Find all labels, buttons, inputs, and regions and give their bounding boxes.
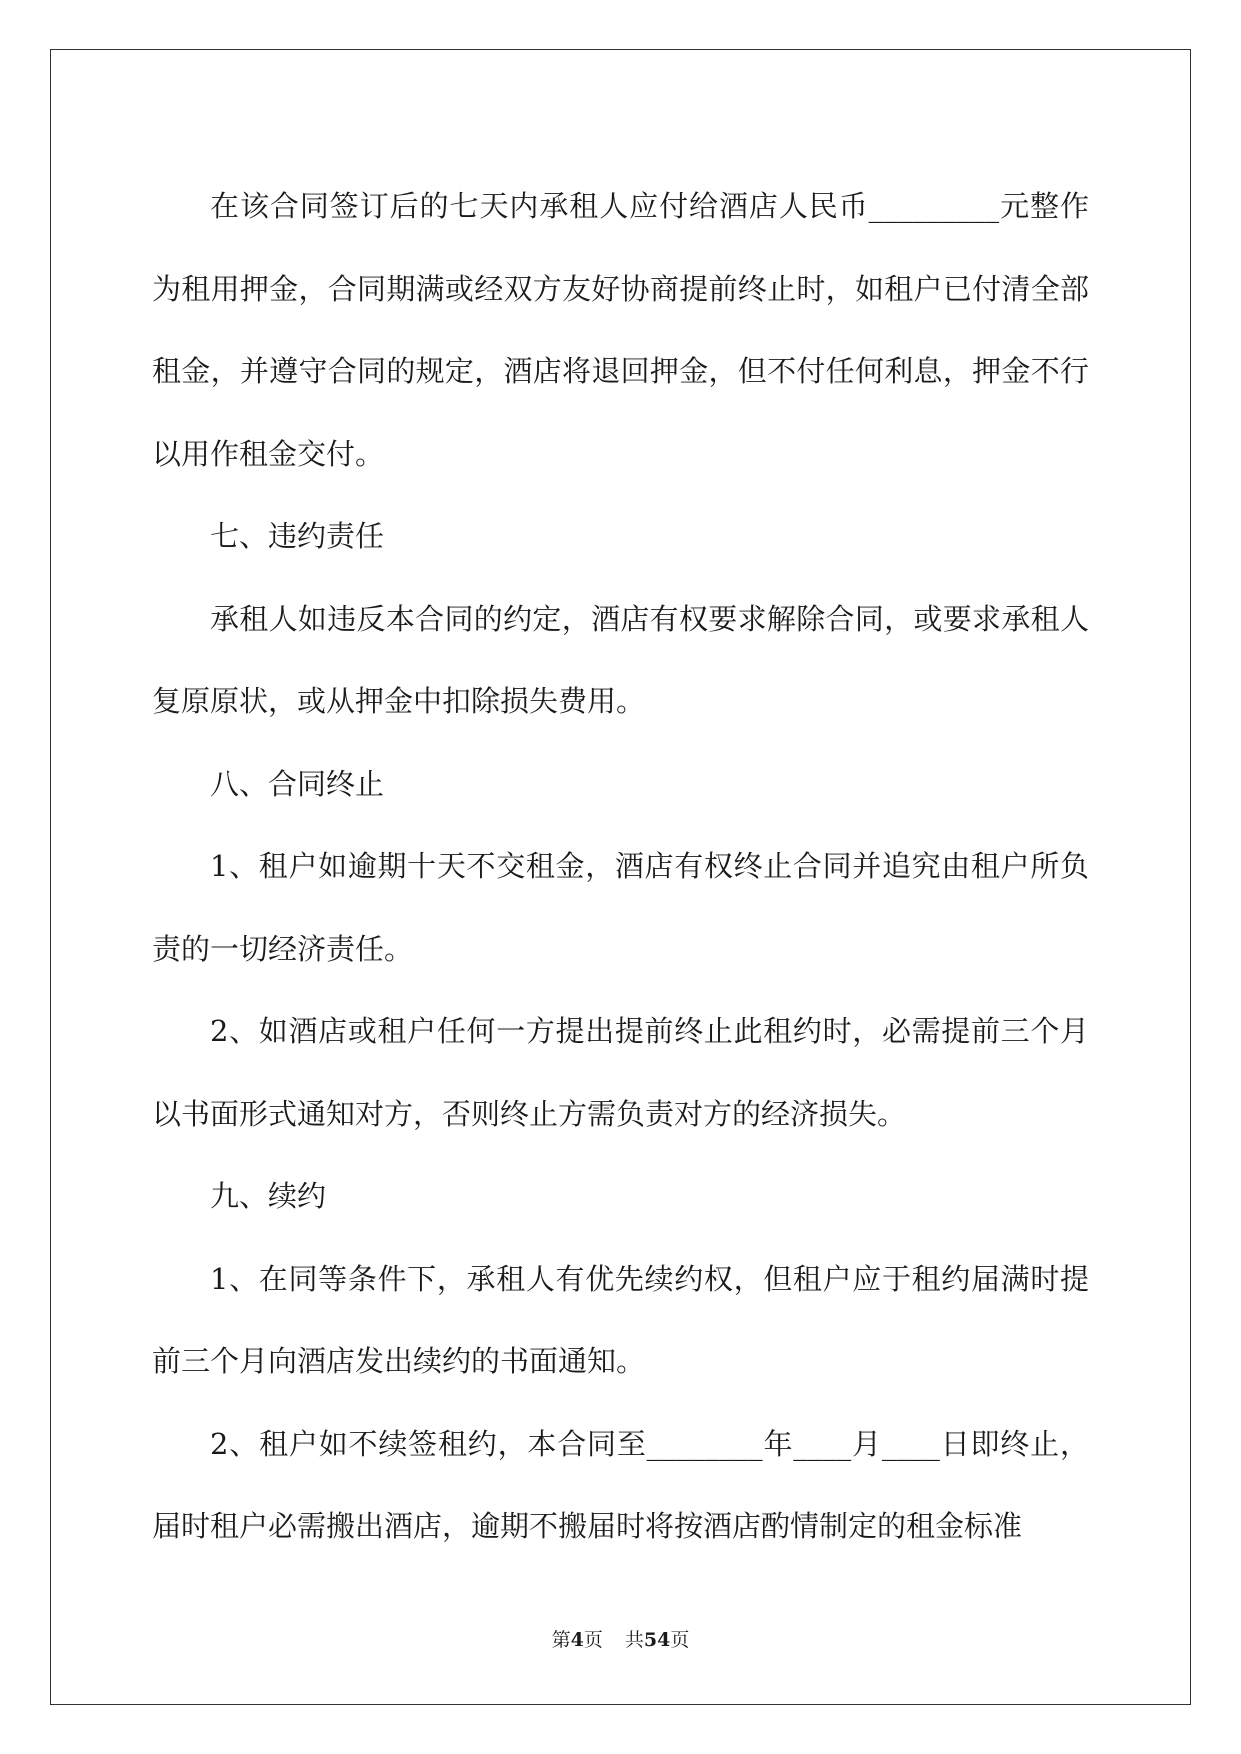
page-number: 4 xyxy=(570,1629,584,1651)
paragraph-renewal-2: 2、租户如不续签租约，本合同至________年____月____日即终止，届时租户必需搬出酒店，逾期不搬届时将按酒店酌情制定的租金标准 xyxy=(152,1426,1089,1543)
document-body xyxy=(152,165,1089,1568)
paragraph-deposit: 在该合同签订后的七天内承租人应付给酒店人民币_________元整作为租用押金，合同期满或经双方友好协商提前终止时，如租户已付清全部租金，并遵守合同的规定，酒店将退回押金，但不付任何利息，押金不行以用作租金交付。 xyxy=(152,189,1089,471)
page-prefix: 第 xyxy=(551,1629,571,1651)
total-suffix: 页 xyxy=(670,1629,690,1651)
section-heading-renewal: 九、续约 xyxy=(210,1179,327,1213)
page-footer xyxy=(0,1625,1241,1652)
paragraph-termination-2: 2、如酒店或租户任何一方提出提前终止此租约时，必需提前三个月以书面形式通知对方，否则终止方需负责对方的经济损失。 xyxy=(152,1014,1089,1131)
paragraph-termination-1: 1、租户如逾期十天不交租金，酒店有权终止合同并追究由租户所负责的一切经济责任。 xyxy=(152,849,1089,966)
page-suffix: 页 xyxy=(583,1629,603,1651)
paragraph-renewal-1: 1、在同等条件下，承租人有优先续约权，但租户应于租约届满时提前三个月向酒店发出续约的书面通知。 xyxy=(152,1261,1089,1378)
total-pages: 54 xyxy=(643,1629,671,1651)
section-heading-termination: 八、合同终止 xyxy=(210,766,385,801)
total-prefix: 共 xyxy=(624,1629,644,1651)
section-heading-breach: 七、违约责任 xyxy=(210,519,385,553)
paragraph-breach: 承租人如违反本合同的约定，酒店有权要求解除合同，或要求承租人复原原状，或从押金中扣除损失费用。 xyxy=(152,601,1089,718)
